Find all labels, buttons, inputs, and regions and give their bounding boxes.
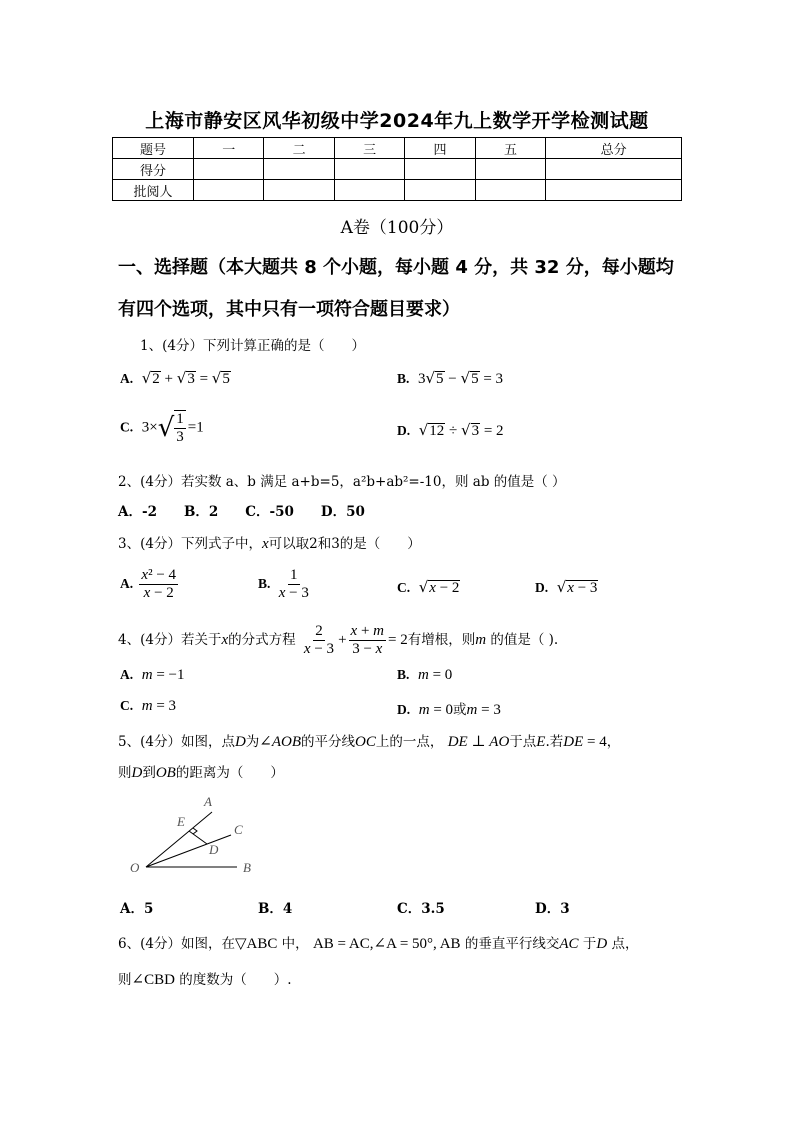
label-o: O bbox=[130, 860, 140, 875]
q2-options: A．-2 B．2 C．-50 D．50 bbox=[118, 504, 365, 520]
q6-stem-line2: 则∠CBD 的度数为（ ）. bbox=[118, 972, 292, 988]
q3-option-b: B. $\frac{1}{x - 3}$ bbox=[258, 567, 309, 601]
q3-option-c: C. √x − 2 bbox=[397, 578, 460, 596]
q5-stem-line1: 5、(4分）如图，点D为∠AOB的平分线OC上的一点， DE ⊥ AO于点E.若DE = 4， bbox=[118, 734, 621, 750]
label-e: E bbox=[177, 814, 185, 829]
q5-stem-line2: 则D到OB的距离为（ ） bbox=[118, 765, 284, 781]
q6-stem-line1: 6、(4分）如图，在▽ABC 中， AB = AC,∠A = 50°, AB 的垂直平行线交AC 于D 点， bbox=[118, 936, 639, 952]
q4-option-a: A. m = −1 bbox=[120, 667, 185, 683]
q5-option-a: A．5 bbox=[120, 901, 154, 917]
q4-option-b: B. m = 0 bbox=[397, 667, 453, 683]
label-c: C bbox=[234, 822, 243, 837]
q5-option-d: D．3 bbox=[535, 901, 570, 917]
section-a-title: A卷（100分） bbox=[340, 218, 454, 238]
page-title: 上海市静安区风华初级中学2024年九上数学开学检测试题 bbox=[145, 110, 649, 132]
q1-option-c: C. 3×√ $\frac{1}{3}$ =1 bbox=[120, 411, 204, 445]
score-table bbox=[112, 137, 682, 201]
q1-option-b: B. 3√5 − √5 = 3 bbox=[397, 369, 504, 387]
q1-option-a: A. √2 + √3 = √5 bbox=[120, 369, 230, 387]
table-row: 批阅人 bbox=[113, 180, 682, 201]
right-angle-mark bbox=[193, 828, 197, 834]
q5-option-b: B．4 bbox=[258, 901, 293, 917]
part1-heading-line2: 有四个选项，其中只有一项符合题目要求） bbox=[118, 299, 460, 320]
q5-figure bbox=[125, 792, 265, 878]
q4-option-c: C. m = 3 bbox=[120, 698, 177, 714]
q2-stem: 2、(4分）若实数 a、b 满足 a+b=5，a²b+ab²=-10，则 ab 的值是（ ） bbox=[118, 474, 566, 490]
q5-option-c: C．3.5 bbox=[397, 901, 445, 917]
q4-stem: 4、(4分）若关于x的分式方程 $\frac{2}{x - 3}$ + $\frac{x + m}{3 - x}$ = 2有增根，则m 的值是（ ). bbox=[118, 623, 559, 657]
q3-stem: 3、(4分）下列式子中，x可以取2和3的是（ ） bbox=[118, 536, 421, 552]
table-row: 得分 bbox=[113, 159, 682, 180]
q1-option-d: D. √12 ÷ √3 = 2 bbox=[397, 421, 504, 439]
q1-stem: 1、(4分）下列计算正确的是（ ） bbox=[140, 338, 365, 354]
label-b: B bbox=[243, 860, 251, 875]
segment-de bbox=[189, 831, 207, 844]
q3-option-d: D. √x − 3 bbox=[535, 578, 598, 596]
label-a: A bbox=[204, 794, 212, 809]
q4-option-d: D. m = 0或m = 3 bbox=[397, 702, 501, 718]
label-d: D bbox=[209, 842, 219, 857]
q3-option-a: A. $\frac{\text{x² − 4}}{x - 2}$ bbox=[120, 567, 177, 601]
table-row: 题号 一 二 三 四 五 总分 bbox=[113, 138, 682, 159]
part1-heading-line1: 一、选择题（本大题共 8 个小题，每小题 4 分，共 32 分，每小题均 bbox=[118, 257, 674, 278]
